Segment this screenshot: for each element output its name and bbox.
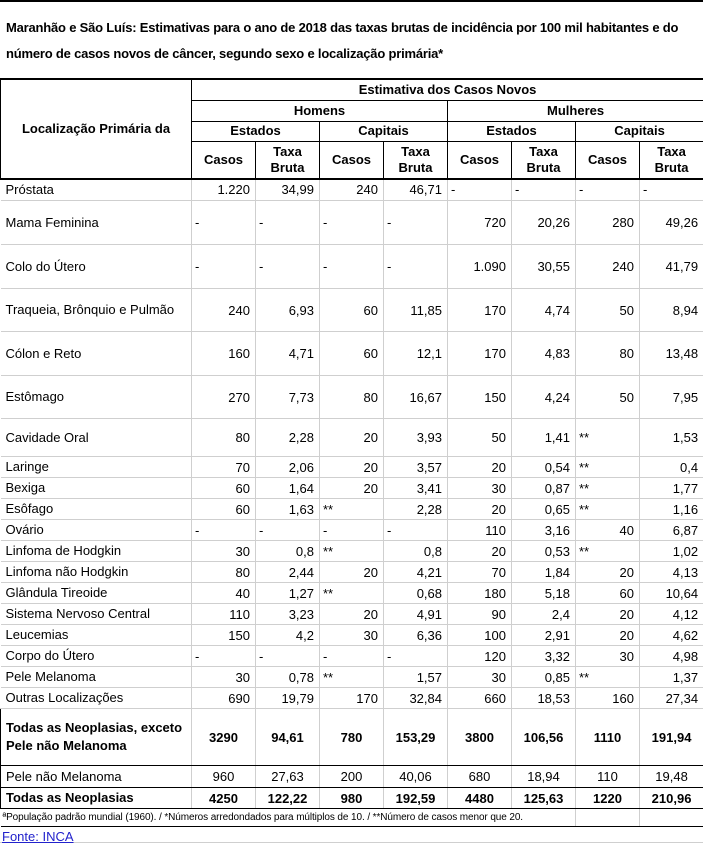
cell: 0,65: [512, 499, 576, 520]
cell: -: [384, 245, 448, 289]
footnote: ªPopulação padrão mundial (1960). / *Números arredondados para múltiplos de 10. / **Número de casos menor que 20.: [1, 809, 576, 827]
col-header-estados-homens: Estados: [192, 122, 320, 142]
cell: 280: [576, 201, 640, 245]
cell: 3290: [192, 709, 256, 766]
cell: 4,62: [640, 625, 703, 646]
cell: 30: [448, 478, 512, 499]
cell: 100: [448, 625, 512, 646]
cell: 170: [448, 332, 512, 376]
table-row: [1, 457, 703, 478]
cell: **: [320, 499, 384, 520]
table-row: [1, 604, 703, 625]
cell: 720: [448, 201, 512, 245]
cell: 200: [320, 766, 384, 788]
row-label: Bexiga: [1, 478, 192, 499]
cell: 1,77: [640, 478, 703, 499]
cell: 0,68: [384, 583, 448, 604]
row-label: Pele Melanoma: [1, 667, 192, 688]
cell: 11,85: [384, 289, 448, 332]
row-label: Linfoma não Hodgkin: [1, 562, 192, 583]
table-row: [1, 289, 703, 332]
cell: 34,99: [256, 179, 320, 201]
cell: 60: [192, 478, 256, 499]
cell: 4,91: [384, 604, 448, 625]
cell: 192,59: [384, 788, 448, 809]
table-row: [1, 419, 703, 457]
cell: 3,93: [384, 419, 448, 457]
cell: 0,8: [256, 541, 320, 562]
row-label: Todas as Neoplasias, exceto Pele não Melanoma: [1, 709, 192, 766]
cell: 20: [448, 499, 512, 520]
table-row: [1, 562, 703, 583]
cell: 4,24: [512, 376, 576, 419]
row-label: Todas as Neoplasias: [1, 788, 192, 809]
cell: 160: [192, 332, 256, 376]
cell: 3800: [448, 709, 512, 766]
cell: **: [576, 419, 640, 457]
cell: 170: [320, 688, 384, 709]
cell: 106,56: [512, 709, 576, 766]
cell: 2,28: [256, 419, 320, 457]
cell: 4,83: [512, 332, 576, 376]
cell: 30: [576, 646, 640, 667]
cell: **: [320, 583, 384, 604]
cell: **: [576, 667, 640, 688]
empty-cell: [576, 809, 640, 827]
cell: 110: [448, 520, 512, 541]
cell: 7,73: [256, 376, 320, 419]
row-label: Mama Feminina: [1, 201, 192, 245]
cell: -: [256, 646, 320, 667]
cell: 240: [192, 289, 256, 332]
cell: -: [512, 179, 576, 201]
cell: 70: [192, 457, 256, 478]
cell: 1110: [576, 709, 640, 766]
cell: 1,41: [512, 419, 576, 457]
cell: 1,64: [256, 478, 320, 499]
cell: 50: [448, 419, 512, 457]
cell: 110: [192, 604, 256, 625]
cell: 60: [320, 332, 384, 376]
page-title: Maranhão e São Luís: Estimativas para o ano de 2018 das taxas brutas de incidência por 100 mil habitantes e do número de casos novos de câncer, segundo sexo e localização primária*: [0, 0, 703, 79]
cell: 0,85: [512, 667, 576, 688]
cell: 80: [192, 419, 256, 457]
cell: 8,94: [640, 289, 703, 332]
cell: 30: [448, 667, 512, 688]
cell: 4,71: [256, 332, 320, 376]
cell: 80: [576, 332, 640, 376]
cell: 40: [576, 520, 640, 541]
table-row: [1, 709, 703, 766]
cell: -: [320, 245, 384, 289]
cell: 960: [192, 766, 256, 788]
cell: 40: [192, 583, 256, 604]
cell: 0,54: [512, 457, 576, 478]
cell: -: [192, 245, 256, 289]
row-label: Laringe: [1, 457, 192, 478]
cell: 1,84: [512, 562, 576, 583]
cell: 0,8: [384, 541, 448, 562]
cell: 6,87: [640, 520, 703, 541]
cell: 0,4: [640, 457, 703, 478]
col-header-location: Localização Primária da: [1, 80, 192, 179]
cell: 19,79: [256, 688, 320, 709]
cell: 20: [320, 419, 384, 457]
cell: -: [576, 179, 640, 201]
cell: -: [192, 201, 256, 245]
cell: 4,21: [384, 562, 448, 583]
cell: 180: [448, 583, 512, 604]
cell: 240: [320, 179, 384, 201]
cell: 690: [192, 688, 256, 709]
row-label: Outras Localizações: [1, 688, 192, 709]
cell: 1,37: [640, 667, 703, 688]
cell: -: [256, 201, 320, 245]
cell: 2,91: [512, 625, 576, 646]
cell: 170: [448, 289, 512, 332]
cell: 780: [320, 709, 384, 766]
cell: **: [576, 541, 640, 562]
cell: 30: [192, 667, 256, 688]
cell: 6,93: [256, 289, 320, 332]
cell: 60: [320, 289, 384, 332]
cell: **: [576, 499, 640, 520]
row-label: Pele não Melanoma: [1, 766, 192, 788]
row-label: Sistema Nervoso Central: [1, 604, 192, 625]
cell: 3,23: [256, 604, 320, 625]
col-header-capitais-homens: Capitais: [320, 122, 448, 142]
cell: **: [320, 541, 384, 562]
col-header-taxa-bruta: Taxa Bruta: [384, 142, 448, 179]
col-header-casos: Casos: [448, 142, 512, 179]
cell: **: [576, 457, 640, 478]
cell: 20: [576, 604, 640, 625]
cell: 3,41: [384, 478, 448, 499]
table-row: [1, 583, 703, 604]
col-header-taxa-bruta: Taxa Bruta: [512, 142, 576, 179]
row-label: Colo do Útero: [1, 245, 192, 289]
row-label: Cólon e Reto: [1, 332, 192, 376]
table-row: [1, 376, 703, 419]
row-label: Estômago: [1, 376, 192, 419]
cell: 20: [320, 604, 384, 625]
cell: 80: [192, 562, 256, 583]
table-row: [1, 788, 703, 809]
source-link[interactable]: Fonte: INCA: [2, 829, 74, 844]
cell: 4,13: [640, 562, 703, 583]
cell: 20,26: [512, 201, 576, 245]
cell: 150: [448, 376, 512, 419]
table-row: [1, 478, 703, 499]
empty-cell: [640, 809, 703, 827]
cell: 41,79: [640, 245, 703, 289]
row-label: Próstata: [1, 179, 192, 201]
table-row: [1, 625, 703, 646]
col-header-taxa-bruta: Taxa Bruta: [256, 142, 320, 179]
col-header-estados-mulheres: Estados: [448, 122, 576, 142]
cell: 90: [448, 604, 512, 625]
cell: 13,48: [640, 332, 703, 376]
cell: 3,32: [512, 646, 576, 667]
cell: 1,53: [640, 419, 703, 457]
table-row: [1, 245, 703, 289]
cell: -: [384, 520, 448, 541]
table-row: [1, 332, 703, 376]
cell: 20: [576, 562, 640, 583]
data-table: [0, 79, 703, 827]
cell: -: [448, 179, 512, 201]
cell: 1,57: [384, 667, 448, 688]
cell: 191,94: [640, 709, 703, 766]
table-row: [1, 520, 703, 541]
cell: 680: [448, 766, 512, 788]
cell: 6,36: [384, 625, 448, 646]
cell: 153,29: [384, 709, 448, 766]
cell: 20: [320, 562, 384, 583]
cell: 1,16: [640, 499, 703, 520]
row-label: Esôfago: [1, 499, 192, 520]
cell: 70: [448, 562, 512, 583]
cell: 5,18: [512, 583, 576, 604]
cell: -: [192, 520, 256, 541]
table-row: [1, 646, 703, 667]
cell: 4,12: [640, 604, 703, 625]
col-header-homens: Homens: [192, 101, 448, 122]
cell: 30: [320, 625, 384, 646]
cell: 0,53: [512, 541, 576, 562]
row-label: Traqueia, Brônquio e Pulmão: [1, 289, 192, 332]
cell: 0,78: [256, 667, 320, 688]
cell: 980: [320, 788, 384, 809]
cell: 94,61: [256, 709, 320, 766]
cell: 4480: [448, 788, 512, 809]
cell: 20: [576, 625, 640, 646]
cell: 30: [192, 541, 256, 562]
row-label: Glândula Tireoide: [1, 583, 192, 604]
cell: -: [320, 520, 384, 541]
cell: 16,67: [384, 376, 448, 419]
row-label: Corpo do Útero: [1, 646, 192, 667]
cell: 1,63: [256, 499, 320, 520]
cell: 32,84: [384, 688, 448, 709]
cell: 49,26: [640, 201, 703, 245]
cell: 46,71: [384, 179, 448, 201]
cell: 2,06: [256, 457, 320, 478]
row-label: Linfoma de Hodgkin: [1, 541, 192, 562]
cell: 4250: [192, 788, 256, 809]
cell: 80: [320, 376, 384, 419]
cell: 1220: [576, 788, 640, 809]
cell: 4,74: [512, 289, 576, 332]
cell: 1.090: [448, 245, 512, 289]
table-row: [1, 179, 703, 201]
cell: **: [320, 667, 384, 688]
cell: 18,53: [512, 688, 576, 709]
cell: 3,16: [512, 520, 576, 541]
cell: 30,55: [512, 245, 576, 289]
cell: -: [384, 646, 448, 667]
cell: 12,1: [384, 332, 448, 376]
cell: 120: [448, 646, 512, 667]
table-row: [1, 688, 703, 709]
cell: 19,48: [640, 766, 703, 788]
footnote-row: [1, 809, 703, 827]
cell: 20: [320, 457, 384, 478]
col-header-capitais-mulheres: Capitais: [576, 122, 703, 142]
cell: -: [640, 179, 703, 201]
cell: 2,28: [384, 499, 448, 520]
table-row: [1, 499, 703, 520]
cell: -: [256, 520, 320, 541]
cell: 2,44: [256, 562, 320, 583]
cell: -: [384, 201, 448, 245]
cell: 60: [192, 499, 256, 520]
cell: 160: [576, 688, 640, 709]
cell: 1,02: [640, 541, 703, 562]
cell: 18,94: [512, 766, 576, 788]
cell: 270: [192, 376, 256, 419]
row-label: Ovário: [1, 520, 192, 541]
cell: 27,34: [640, 688, 703, 709]
cell: 2,4: [512, 604, 576, 625]
cell: 240: [576, 245, 640, 289]
cell: 125,63: [512, 788, 576, 809]
cell: 4,98: [640, 646, 703, 667]
cell: **: [576, 478, 640, 499]
col-header-mulheres: Mulheres: [448, 101, 703, 122]
cell: 20: [448, 541, 512, 562]
cell: -: [320, 201, 384, 245]
col-header-estimates: Estimativa dos Casos Novos: [192, 80, 703, 101]
cell: 1,27: [256, 583, 320, 604]
cell: -: [320, 646, 384, 667]
cell: 3,57: [384, 457, 448, 478]
cell: 4,2: [256, 625, 320, 646]
cell: 50: [576, 289, 640, 332]
cell: -: [256, 245, 320, 289]
cell: 0,87: [512, 478, 576, 499]
col-header-taxa-bruta: Taxa Bruta: [640, 142, 703, 179]
cell: 50: [576, 376, 640, 419]
cell: 40,06: [384, 766, 448, 788]
cell: 20: [320, 478, 384, 499]
cell: -: [192, 646, 256, 667]
table-row: [1, 201, 703, 245]
table-row: [1, 541, 703, 562]
cell: 20: [448, 457, 512, 478]
cell: 27,63: [256, 766, 320, 788]
cell: 7,95: [640, 376, 703, 419]
cell: 122,22: [256, 788, 320, 809]
cell: 1.220: [192, 179, 256, 201]
cell: 210,96: [640, 788, 703, 809]
cell: 110: [576, 766, 640, 788]
col-header-casos: Casos: [576, 142, 640, 179]
col-header-casos: Casos: [320, 142, 384, 179]
cell: 150: [192, 625, 256, 646]
cell: 60: [576, 583, 640, 604]
col-header-casos: Casos: [192, 142, 256, 179]
cell: 660: [448, 688, 512, 709]
table-row: [1, 667, 703, 688]
cell: 10,64: [640, 583, 703, 604]
table-row: [1, 766, 703, 788]
row-label: Leucemias: [1, 625, 192, 646]
row-label: Cavidade Oral: [1, 419, 192, 457]
